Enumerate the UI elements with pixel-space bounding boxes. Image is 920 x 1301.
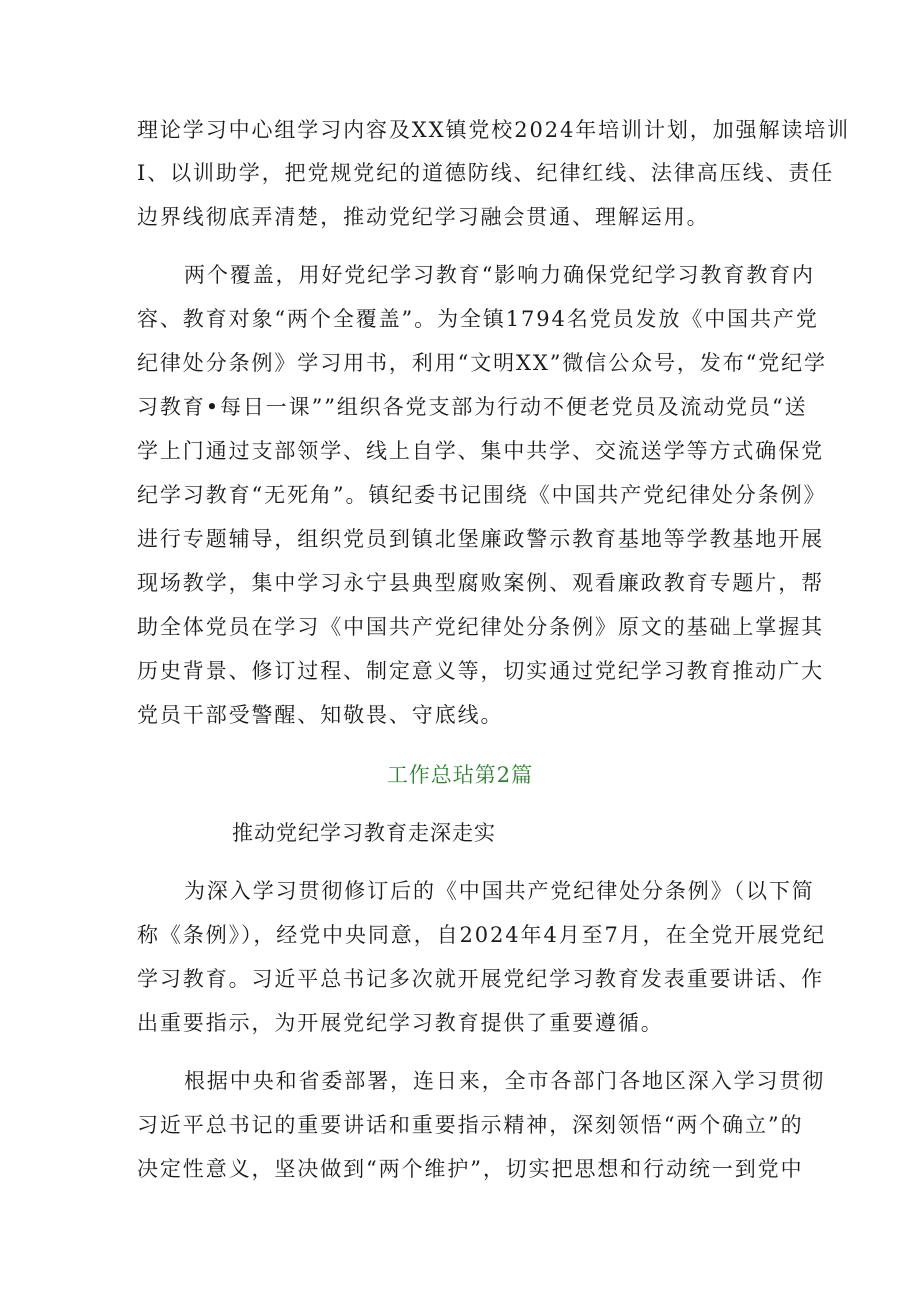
paragraph-line: 助全体党员在学习《中国共产党纪律处分条例》原文的基础上掌握其 <box>137 615 824 639</box>
paragraph-line: 习近平总书记的重要讲话和重要指示精神，深刻领悟“两个确立”的 <box>137 1113 804 1137</box>
paragraph-line: 出重要指示，为开展党纪学习教育提供了重要遵循。 <box>137 1011 664 1035</box>
paragraph-line: 两个覆盖，用好党纪学习教育“影响力确保党纪学习教育教育内 <box>184 263 815 287</box>
paragraph-line: 学上门通过支部领学、线上自学、集中共学、交流送学等方式确保党 <box>137 439 824 463</box>
paragraph-line: Ⅰ、以训助学，把党规党纪的道德防线、纪律红线、法律高压线、责任 <box>137 161 835 185</box>
paragraph-line: 决定性意义，坚决做到“两个维护”，切实把思想和行动统一到党中 <box>137 1157 804 1181</box>
paragraph-line: 为深入学习贯彻修订后的《中国共产党纪律处分条例》（以下简 <box>184 879 815 903</box>
paragraph-line: 进行专题辅导，组织党员到镇北堡廉政警示教育基地等学教基地开展 <box>137 527 824 551</box>
section-heading: 工作总玷第2篇 <box>386 763 534 787</box>
article-title: 推动党纪学习教育走深走实 <box>232 821 496 845</box>
paragraph-line: 习教育•每日一课””组织各党支部为行动不便老党员及流动党员“送 <box>137 395 808 419</box>
paragraph-line: 历史背景、修订过程、制定意义等，切实通过党纪学习教育推动广大 <box>137 659 824 683</box>
paragraph-line: 纪学习教育“无死角”。镇纪委书记围绕《中国共产党纪律处分条例》 <box>137 483 827 507</box>
paragraph-line: 理论学习中心组学习内容及XX镇党校2024年培训计划，加强解读培训 <box>137 118 851 142</box>
paragraph-line: 根据中央和省委部署，连日来，全市各部门各地区深入学习贯彻 <box>184 1069 826 1093</box>
paragraph-line: 现场教学，集中学习永宁县典型腐败案例、观看廉政教育专题片，帮 <box>137 571 824 595</box>
paragraph-line: 学习教育。习近平总书记多次就开展党纪学习教育发表重要讲话、作 <box>137 967 824 991</box>
paragraph-line: 党员干部受警醒、知敬畏、守底线。 <box>137 703 504 727</box>
paragraph-line: 边界线彻底弄清楚，推动党纪学习融会贯通、理解运用。 <box>137 205 710 229</box>
paragraph-line: 纪律处分条例》学习用书，利用“文明XX”微信公众号，发布“党纪学 <box>137 351 827 375</box>
paragraph-line: 称《条例》），经党中央同意，自2024年4月至7月，在全党开展党纪 <box>137 923 826 947</box>
paragraph-line: 容、教育对象“两个全覆盖”。为全镇1794名党员发放《中国共产党 <box>137 307 819 331</box>
